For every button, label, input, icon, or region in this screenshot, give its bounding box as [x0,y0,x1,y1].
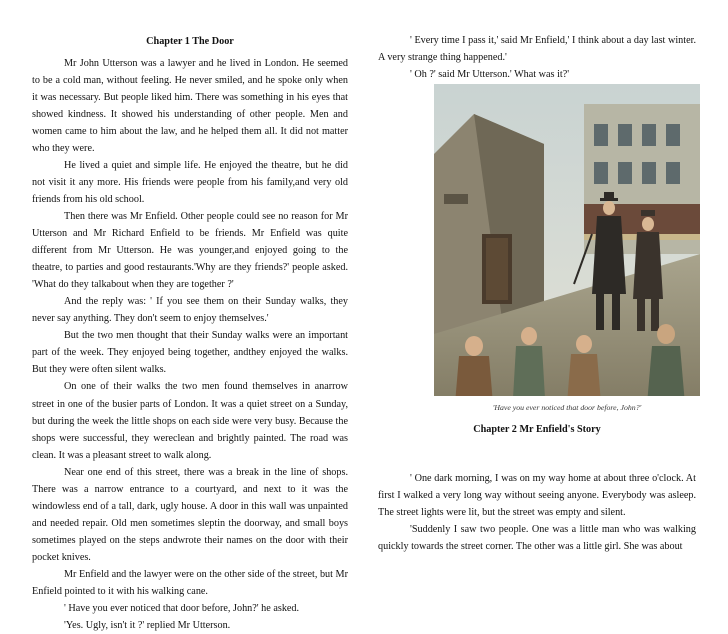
paragraph: Then there was Mr Enfield. Other people could see no reason for Mr Utterson and Mr Richard Enfield to be friends. Mr Enfield was quite different from Mr Utterson. He was younger,and enjoyed going to the theatre, to parties and good restaurants.'Why are they friends?' people asked. 'What do they talkabout when they are together ?' [32,211,348,291]
paragraph: He lived a quiet and simple life. He enjoyed the theatre, but he did not visit it any more. His friends were people from his family,and very old friends from his old school. [32,159,348,205]
paragraph: But the two men thought that their Sunday walks were an important part of the week. They enjoyed being together, andthey enjoyed the walks. But they were often silent walks. [32,330,348,376]
chapter-2-heading: Chapter 2 Mr Enfield's Story [473,424,601,435]
paragraph: ' Every time I pass it,' said Mr Enfield,' I think about a day last winter. A very strange thing happened.' [378,35,696,64]
paragraph: 'Yes. Ugly, isn't it ?' replied Mr Utterson. [64,620,231,632]
paragraph: ' Oh ?' said Mr Utterson.' What was it?' [410,69,570,81]
right-top-paragraphs [378,32,696,83]
street-scene-illustration [434,84,700,416]
left-column [32,0,348,634]
paragraph: Mr Enfield and the lawyer were on the other side of the street, but Mr Enfield pointed to it with his walking cane. [32,569,348,598]
paragraph: On one of their walks the two men found themselves in anarrow street in one of the busier parts of London. It was a quiet street on a Sunday, but during the week the little shops on each side were very busy. Because the shops were successful, they wereclean and brightly painted. The road was clean. It was a pleasant street to walk along. [32,381,348,461]
paragraph: ' Have you ever noticed that door before, John?' he asked. [64,603,300,615]
paragraph: 'Suddenly I saw two people. One was a little man who was walking quickly towards the street corner. The other was a little girl. She was about [378,524,696,553]
illustration-caption: 'Have you ever noticed that door before, John?' [492,403,642,412]
paragraph: Near one end of this street, there was a break in the line of shops. There was a narrow entrance to a courtyard, and next to it was the windowless end of a tall, dark, ugly house. A door in this wall was unpainted and needed repair. Old men sometimes sleptin the doorway, and small boys sometimes played on the steps andwrote their names on the door with their pocket knives. [32,466,348,563]
paragraph: ' One dark morning, I was on my way home at about three o'clock. At first I walked a very long way without seeing anyone. Everybody was asleep. The street lights were lit, but the street was empty and silent. [378,473,696,519]
right-bottom-paragraphs [378,470,696,555]
left-paragraphs [32,55,348,634]
paragraph: And the reply was: ' If you see them on their Sunday walks, they never say anything. They don't seem to enjoy themselves.' [32,296,348,325]
chapter-1-heading: Chapter 1 The Door [146,36,234,47]
paragraph: Mr John Utterson was a lawyer and he lived in London. He seemed to be a cold man, without feeling. He never smiled, and he spoke only when it was necessary. But people liked him. There was something in his eyes that showed kindness. It showed his understanding of other people. Men and women came to him about the law, and he helped them all. It did not matter who they were. [32,57,348,154]
illustration-drawing [434,84,700,416]
